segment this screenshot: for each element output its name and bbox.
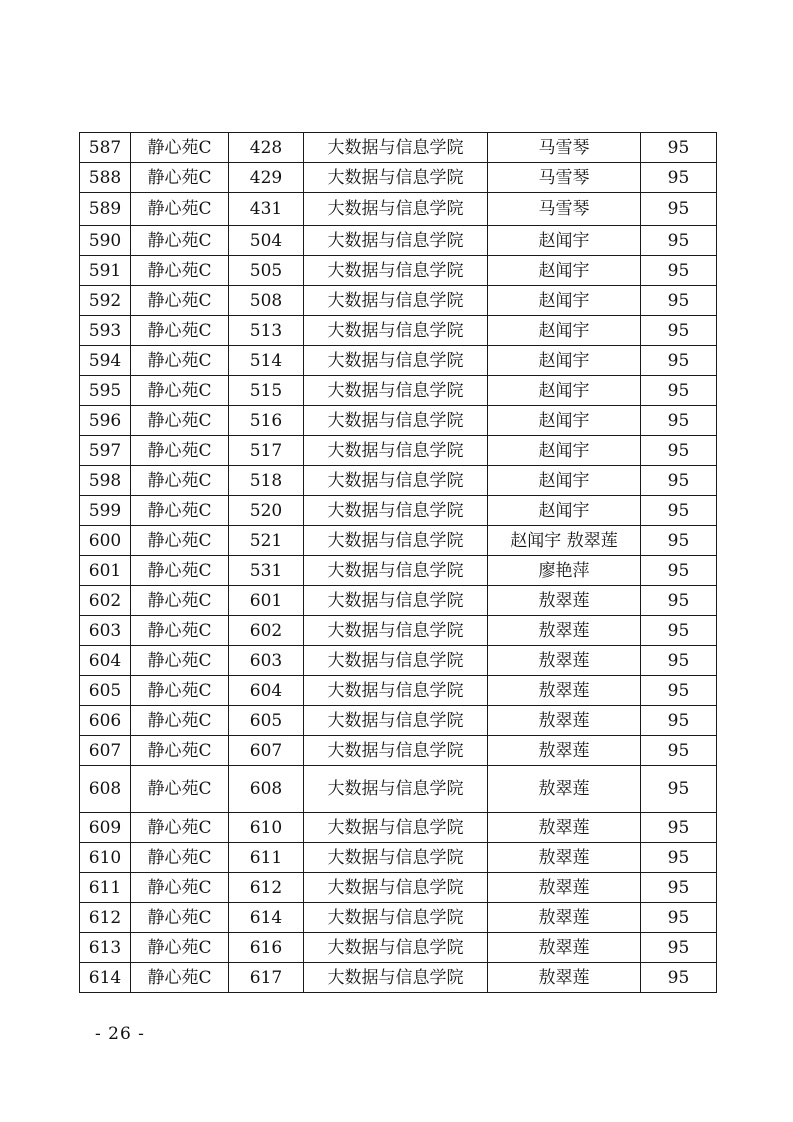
cell-name: 敖翠莲 bbox=[488, 873, 641, 903]
cell-seq: 587 bbox=[80, 133, 131, 163]
cell-room: 601 bbox=[229, 586, 304, 616]
cell-score: 95 bbox=[641, 496, 717, 526]
cell-seq: 593 bbox=[80, 316, 131, 346]
cell-name: 赵闻宇 bbox=[488, 466, 641, 496]
table-row bbox=[80, 873, 717, 903]
cell-score: 95 bbox=[641, 286, 717, 316]
table-row bbox=[80, 586, 717, 616]
table-row bbox=[80, 706, 717, 736]
table-row bbox=[80, 346, 717, 376]
cell-building: 静心苑C bbox=[131, 843, 229, 873]
page-number: - 26 - bbox=[95, 1024, 145, 1044]
cell-name: 赵闻宇 bbox=[488, 226, 641, 256]
cell-room: 610 bbox=[229, 813, 304, 843]
cell-score: 95 bbox=[641, 963, 717, 993]
cell-college: 大数据与信息学院 bbox=[304, 586, 488, 616]
cell-name: 马雪琴 bbox=[488, 163, 641, 193]
cell-seq: 613 bbox=[80, 933, 131, 963]
cell-name: 赵闻宇 bbox=[488, 376, 641, 406]
cell-building: 静心苑C bbox=[131, 133, 229, 163]
cell-college: 大数据与信息学院 bbox=[304, 706, 488, 736]
cell-room: 504 bbox=[229, 226, 304, 256]
table-row bbox=[80, 933, 717, 963]
table-row bbox=[80, 616, 717, 646]
cell-room: 520 bbox=[229, 496, 304, 526]
cell-college: 大数据与信息学院 bbox=[304, 616, 488, 646]
cell-name: 赵闻宇 敖翠莲 bbox=[488, 526, 641, 556]
cell-building: 静心苑C bbox=[131, 406, 229, 436]
cell-room: 603 bbox=[229, 646, 304, 676]
table-row bbox=[80, 766, 717, 813]
cell-score: 95 bbox=[641, 133, 717, 163]
table-row bbox=[80, 163, 717, 193]
cell-score: 95 bbox=[641, 736, 717, 766]
table-row bbox=[80, 526, 717, 556]
cell-college: 大数据与信息学院 bbox=[304, 496, 488, 526]
cell-room: 604 bbox=[229, 676, 304, 706]
cell-building: 静心苑C bbox=[131, 496, 229, 526]
cell-college: 大数据与信息学院 bbox=[304, 466, 488, 496]
cell-score: 95 bbox=[641, 526, 717, 556]
table-row bbox=[80, 376, 717, 406]
cell-seq: 588 bbox=[80, 163, 131, 193]
cell-college: 大数据与信息学院 bbox=[304, 376, 488, 406]
cell-room: 515 bbox=[229, 376, 304, 406]
cell-name: 敖翠莲 bbox=[488, 903, 641, 933]
cell-building: 静心苑C bbox=[131, 256, 229, 286]
cell-score: 95 bbox=[641, 843, 717, 873]
cell-room: 518 bbox=[229, 466, 304, 496]
table-row bbox=[80, 676, 717, 706]
table-row bbox=[80, 193, 717, 226]
table-row bbox=[80, 556, 717, 586]
cell-score: 95 bbox=[641, 766, 717, 813]
cell-room: 607 bbox=[229, 736, 304, 766]
cell-building: 静心苑C bbox=[131, 346, 229, 376]
cell-college: 大数据与信息学院 bbox=[304, 406, 488, 436]
cell-building: 静心苑C bbox=[131, 676, 229, 706]
cell-seq: 596 bbox=[80, 406, 131, 436]
table-row bbox=[80, 736, 717, 766]
cell-room: 617 bbox=[229, 963, 304, 993]
cell-score: 95 bbox=[641, 556, 717, 586]
cell-score: 95 bbox=[641, 616, 717, 646]
cell-seq: 610 bbox=[80, 843, 131, 873]
cell-seq: 611 bbox=[80, 873, 131, 903]
cell-score: 95 bbox=[641, 256, 717, 286]
cell-seq: 595 bbox=[80, 376, 131, 406]
cell-room: 513 bbox=[229, 316, 304, 346]
cell-room: 517 bbox=[229, 436, 304, 466]
cell-building: 静心苑C bbox=[131, 526, 229, 556]
cell-score: 95 bbox=[641, 346, 717, 376]
cell-seq: 597 bbox=[80, 436, 131, 466]
table-row bbox=[80, 843, 717, 873]
cell-room: 608 bbox=[229, 766, 304, 813]
cell-seq: 592 bbox=[80, 286, 131, 316]
table-row bbox=[80, 903, 717, 933]
cell-college: 大数据与信息学院 bbox=[304, 963, 488, 993]
table-row bbox=[80, 813, 717, 843]
cell-building: 静心苑C bbox=[131, 903, 229, 933]
cell-college: 大数据与信息学院 bbox=[304, 346, 488, 376]
cell-building: 静心苑C bbox=[131, 436, 229, 466]
cell-seq: 591 bbox=[80, 256, 131, 286]
cell-name: 敖翠莲 bbox=[488, 646, 641, 676]
cell-college: 大数据与信息学院 bbox=[304, 256, 488, 286]
cell-score: 95 bbox=[641, 376, 717, 406]
cell-name: 马雪琴 bbox=[488, 133, 641, 163]
cell-name: 赵闻宇 bbox=[488, 256, 641, 286]
cell-name: 敖翠莲 bbox=[488, 736, 641, 766]
cell-score: 95 bbox=[641, 676, 717, 706]
cell-seq: 606 bbox=[80, 706, 131, 736]
table-row bbox=[80, 646, 717, 676]
cell-seq: 589 bbox=[80, 193, 131, 226]
cell-name: 敖翠莲 bbox=[488, 616, 641, 646]
cell-room: 505 bbox=[229, 256, 304, 286]
records-table bbox=[79, 132, 717, 993]
cell-name: 赵闻宇 bbox=[488, 346, 641, 376]
cell-building: 静心苑C bbox=[131, 766, 229, 813]
cell-building: 静心苑C bbox=[131, 736, 229, 766]
table-row bbox=[80, 406, 717, 436]
cell-room: 616 bbox=[229, 933, 304, 963]
cell-college: 大数据与信息学院 bbox=[304, 163, 488, 193]
cell-room: 602 bbox=[229, 616, 304, 646]
cell-score: 95 bbox=[641, 436, 717, 466]
cell-building: 静心苑C bbox=[131, 556, 229, 586]
cell-college: 大数据与信息学院 bbox=[304, 226, 488, 256]
cell-name: 赵闻宇 bbox=[488, 316, 641, 346]
cell-name: 敖翠莲 bbox=[488, 963, 641, 993]
cell-seq: 590 bbox=[80, 226, 131, 256]
cell-seq: 603 bbox=[80, 616, 131, 646]
cell-college: 大数据与信息学院 bbox=[304, 903, 488, 933]
cell-room: 514 bbox=[229, 346, 304, 376]
cell-seq: 594 bbox=[80, 346, 131, 376]
cell-college: 大数据与信息学院 bbox=[304, 193, 488, 226]
table-row bbox=[80, 466, 717, 496]
cell-seq: 602 bbox=[80, 586, 131, 616]
cell-building: 静心苑C bbox=[131, 586, 229, 616]
cell-seq: 604 bbox=[80, 646, 131, 676]
cell-score: 95 bbox=[641, 466, 717, 496]
cell-seq: 614 bbox=[80, 963, 131, 993]
cell-college: 大数据与信息学院 bbox=[304, 646, 488, 676]
cell-room: 516 bbox=[229, 406, 304, 436]
cell-room: 611 bbox=[229, 843, 304, 873]
cell-building: 静心苑C bbox=[131, 376, 229, 406]
cell-building: 静心苑C bbox=[131, 193, 229, 226]
cell-college: 大数据与信息学院 bbox=[304, 933, 488, 963]
cell-score: 95 bbox=[641, 813, 717, 843]
cell-building: 静心苑C bbox=[131, 813, 229, 843]
cell-name: 赵闻宇 bbox=[488, 436, 641, 466]
cell-score: 95 bbox=[641, 193, 717, 226]
table-row bbox=[80, 256, 717, 286]
cell-room: 508 bbox=[229, 286, 304, 316]
cell-name: 敖翠莲 bbox=[488, 676, 641, 706]
cell-room: 429 bbox=[229, 163, 304, 193]
cell-seq: 608 bbox=[80, 766, 131, 813]
table-row bbox=[80, 316, 717, 346]
table-row bbox=[80, 286, 717, 316]
cell-name: 敖翠莲 bbox=[488, 933, 641, 963]
cell-score: 95 bbox=[641, 226, 717, 256]
cell-college: 大数据与信息学院 bbox=[304, 843, 488, 873]
cell-name: 敖翠莲 bbox=[488, 843, 641, 873]
cell-room: 612 bbox=[229, 873, 304, 903]
cell-building: 静心苑C bbox=[131, 873, 229, 903]
cell-seq: 599 bbox=[80, 496, 131, 526]
cell-seq: 612 bbox=[80, 903, 131, 933]
cell-seq: 600 bbox=[80, 526, 131, 556]
cell-room: 521 bbox=[229, 526, 304, 556]
cell-name: 敖翠莲 bbox=[488, 706, 641, 736]
cell-building: 静心苑C bbox=[131, 163, 229, 193]
cell-score: 95 bbox=[641, 316, 717, 346]
cell-score: 95 bbox=[641, 706, 717, 736]
cell-college: 大数据与信息学院 bbox=[304, 436, 488, 466]
table-row bbox=[80, 963, 717, 993]
cell-name: 廖艳萍 bbox=[488, 556, 641, 586]
cell-college: 大数据与信息学院 bbox=[304, 873, 488, 903]
table-row bbox=[80, 496, 717, 526]
cell-score: 95 bbox=[641, 903, 717, 933]
table-row bbox=[80, 226, 717, 256]
cell-score: 95 bbox=[641, 873, 717, 903]
cell-college: 大数据与信息学院 bbox=[304, 736, 488, 766]
records-table-body bbox=[80, 133, 717, 993]
cell-seq: 598 bbox=[80, 466, 131, 496]
cell-building: 静心苑C bbox=[131, 226, 229, 256]
cell-college: 大数据与信息学院 bbox=[304, 133, 488, 163]
cell-college: 大数据与信息学院 bbox=[304, 813, 488, 843]
cell-room: 531 bbox=[229, 556, 304, 586]
cell-room: 431 bbox=[229, 193, 304, 226]
cell-score: 95 bbox=[641, 646, 717, 676]
cell-room: 428 bbox=[229, 133, 304, 163]
cell-score: 95 bbox=[641, 933, 717, 963]
cell-score: 95 bbox=[641, 406, 717, 436]
cell-name: 敖翠莲 bbox=[488, 586, 641, 616]
cell-seq: 607 bbox=[80, 736, 131, 766]
cell-name: 赵闻宇 bbox=[488, 496, 641, 526]
cell-name: 敖翠莲 bbox=[488, 813, 641, 843]
cell-seq: 609 bbox=[80, 813, 131, 843]
cell-college: 大数据与信息学院 bbox=[304, 316, 488, 346]
cell-college: 大数据与信息学院 bbox=[304, 766, 488, 813]
cell-college: 大数据与信息学院 bbox=[304, 676, 488, 706]
cell-building: 静心苑C bbox=[131, 706, 229, 736]
cell-college: 大数据与信息学院 bbox=[304, 526, 488, 556]
cell-building: 静心苑C bbox=[131, 316, 229, 346]
cell-college: 大数据与信息学院 bbox=[304, 286, 488, 316]
cell-name: 赵闻宇 bbox=[488, 286, 641, 316]
cell-college: 大数据与信息学院 bbox=[304, 556, 488, 586]
cell-name: 敖翠莲 bbox=[488, 766, 641, 813]
cell-name: 赵闻宇 bbox=[488, 406, 641, 436]
cell-building: 静心苑C bbox=[131, 286, 229, 316]
cell-name: 马雪琴 bbox=[488, 193, 641, 226]
cell-seq: 601 bbox=[80, 556, 131, 586]
cell-building: 静心苑C bbox=[131, 963, 229, 993]
table-row bbox=[80, 436, 717, 466]
cell-building: 静心苑C bbox=[131, 646, 229, 676]
cell-building: 静心苑C bbox=[131, 616, 229, 646]
cell-score: 95 bbox=[641, 163, 717, 193]
cell-room: 605 bbox=[229, 706, 304, 736]
cell-room: 614 bbox=[229, 903, 304, 933]
table-row bbox=[80, 133, 717, 163]
cell-building: 静心苑C bbox=[131, 466, 229, 496]
cell-seq: 605 bbox=[80, 676, 131, 706]
cell-score: 95 bbox=[641, 586, 717, 616]
cell-building: 静心苑C bbox=[131, 933, 229, 963]
